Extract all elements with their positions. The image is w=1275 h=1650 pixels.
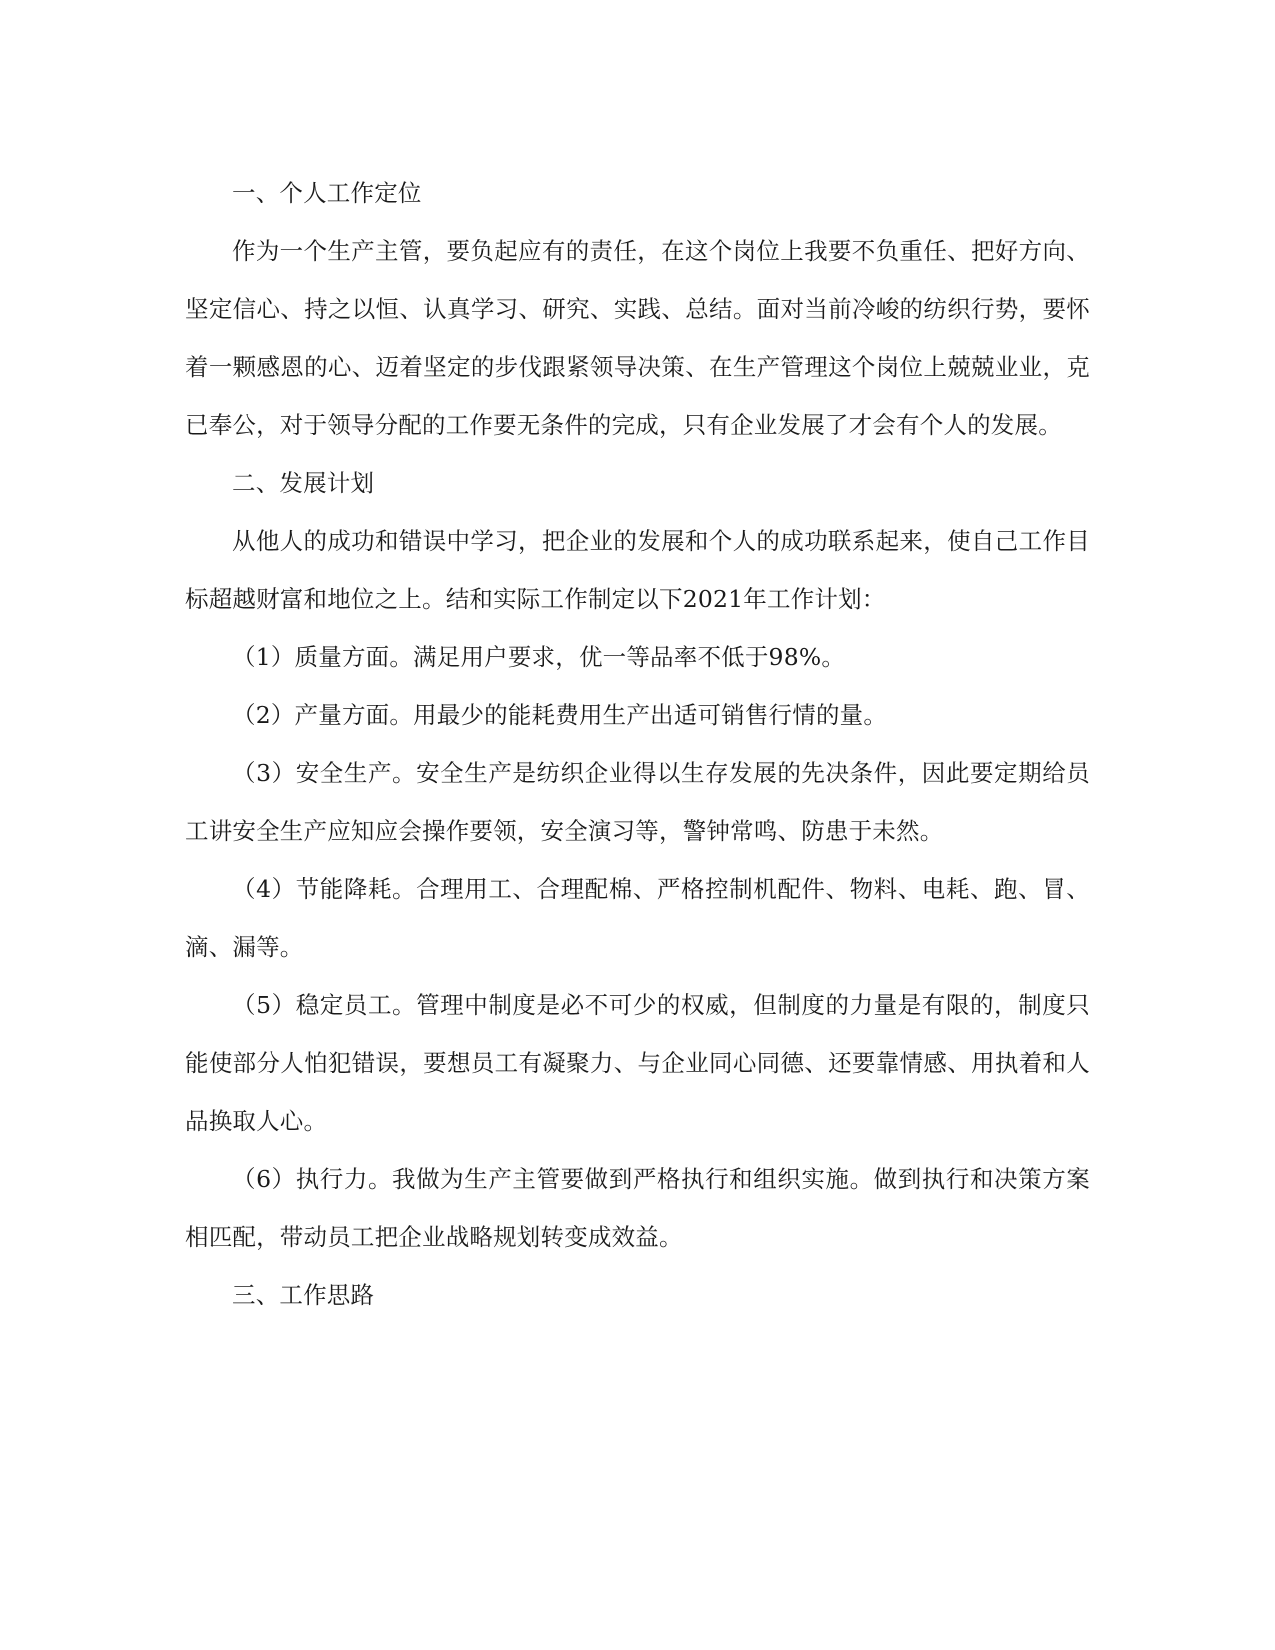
plan-item-output: （2）产量方面。用最少的能耗费用生产出适可销售行情的量。: [232, 701, 888, 729]
plan-item-execution: （6）执行力。我做为生产主管要做到严格执行和组织实施。做到执行和决策方案相匹配，带动员工把企业战略规划转变成效益。: [185, 1165, 1090, 1251]
plan-item-staff: （5）稳定员工。管理中制度是必不可少的权威，但制度的力量是有限的，制度只能使部分人怕犯错误，要想员工有凝聚力、与企业同心同德、还要靠情感、用执着和人品换取人心。: [185, 991, 1090, 1135]
plan-item-energy: （4）节能降耗。合理用工、合理配棉、严格控制机配件、物料、电耗、跑、冒、滴、漏等。: [185, 875, 1090, 961]
plan-item-quality: （1）质量方面。满足用户要求，优一等品率不低于98%。: [232, 643, 846, 671]
paragraph-plan-intro: 从他人的成功和错误中学习，把企业的发展和个人的成功联系起来，使自己工作目标超越财富和地位之上。结和实际工作制定以下2021年工作计划：: [185, 527, 1090, 613]
section-heading-development-plan: 二、发展计划: [232, 469, 375, 497]
section-heading-positioning: 一、个人工作定位: [232, 179, 422, 207]
section-heading-work-approach: 三、工作思路: [232, 1281, 375, 1309]
plan-item-safety: （3）安全生产。安全生产是纺织企业得以生存发展的先决条件，因此要定期给员工讲安全生产应知应会操作要领，安全演习等，警钟常鸣、防患于未然。: [185, 759, 1090, 845]
document-body: [185, 164, 1090, 1324]
paragraph-positioning: 作为一个生产主管，要负起应有的责任，在这个岗位上我要不负重任、把好方向、坚定信心、持之以恒、认真学习、研究、实践、总结。面对当前冷峻的纺织行势，要怀着一颗感恩的心、迈着坚定的步伐跟紧领导决策、在生产管理这个岗位上兢兢业业，克已奉公，对于领导分配的工作要无条件的完成，只有企业发展了才会有个人的发展。: [185, 237, 1090, 439]
